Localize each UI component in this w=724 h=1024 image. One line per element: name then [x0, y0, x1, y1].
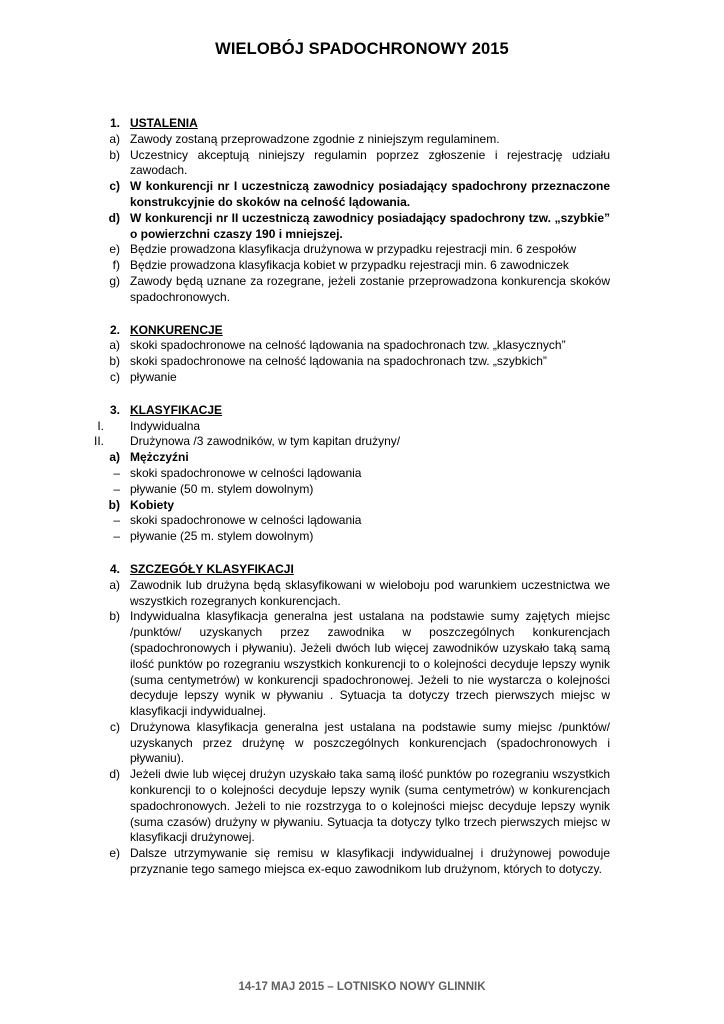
- list-item-text: Indywidualna klasyfikacja generalna jest ustalana na podstawie sumy zajętych miejsc /punktów/ uzyskanych przez zawodnika w poszczególnych konkurencjach (spadochronowych i pływaniu). Jeżeli dwóch lub więcej zawodników uzyskało taką samą ilość punktów po rozegraniu wszystkich konkurencji to o kolejności decyduje lepszy wynik (suma centymetrów) w konkurencji spadochronowej. Jeżeli to nie wystarcza o kolejności decyduje lepszy wynik w pływaniu . Sytuacja ta dotyczy trzech pierwszych miejsc w klasyfikacji indywidualnej.: [130, 609, 610, 719]
- list-item-text: Drużynowa klasyfikacja generalna jest ustalana na podstawie sumy miejsc /punktów/ uzyskanych przez drużynę w poszczególnych konkurencjach (spadochronowych i pływaniu).: [130, 719, 610, 766]
- list-item: [0, 148, 724, 180]
- list-item: [0, 132, 724, 148]
- section-spacer: [0, 306, 724, 323]
- list-item: [0, 211, 724, 243]
- list-item: [0, 609, 724, 720]
- list-item-label: –: [113, 481, 120, 496]
- list-item-text: Zawodnik lub drużyna będą sklasyfikowani w wieloboju pod warunkiem uczestnictwa we wszystkich rozegranych konkurencjach.: [130, 577, 610, 608]
- section-spacer: [0, 386, 724, 403]
- list-item-label: c): [109, 179, 120, 194]
- list-item-text: W konkurencji nr II uczestniczą zawodnicy posiadający spadochrony tzw. „szybkie” o powierzchni czaszy 190 i mniejszej.: [130, 210, 610, 241]
- list-item-label: a): [109, 577, 120, 592]
- list-item: [0, 274, 724, 306]
- section-heading: [0, 116, 724, 132]
- list-item: [0, 370, 724, 386]
- list-item-text: Drużynowa /3 zawodników, w tym kapitan drużyny/: [130, 434, 401, 449]
- list-item-label: e): [109, 242, 120, 257]
- list-item: [0, 258, 724, 274]
- list-item: [0, 179, 724, 211]
- section-heading: [0, 323, 724, 339]
- section-number: 1.: [109, 116, 120, 130]
- list-item-label: –: [113, 529, 120, 544]
- section-heading: [0, 562, 724, 578]
- section-title: KONKURENCJE: [130, 322, 223, 337]
- list-item-text: skoki spadochronowe w celności lądowania: [130, 465, 362, 480]
- section-heading: [0, 403, 724, 419]
- list-item-label: f): [112, 258, 120, 273]
- list-item-text: skoki spadochronowe w celności lądowania: [130, 513, 362, 528]
- list-item-label: c): [110, 719, 120, 734]
- list-item-text: Będzie prowadzona klasyfikacja kobiet w przypadku rejestracji min. 6 zawodniczek: [130, 258, 569, 273]
- list-item: [0, 720, 724, 767]
- list-item: [0, 354, 724, 370]
- list-item-label: –: [113, 465, 120, 480]
- page-footer: 14-17 MAJ 2015 – LOTNISKO NOWY GLINNIK: [238, 981, 486, 993]
- list-item-text: Zawody zostaną przeprowadzone zgodnie z niniejszym regulaminem.: [130, 131, 500, 146]
- list-item: [0, 450, 724, 466]
- list-item-label: a): [109, 338, 120, 353]
- list-item-text: Uczestnicy akceptują niniejszy regulamin poprzez zgłoszenie i rejestrację udziału zawodach.: [130, 147, 610, 178]
- list-item-text: Jeżeli dwie lub więcej drużyn uzyskało taka samą ilość punktów po rozegraniu wszystkich konkurencji to o kolejności decyduje lepszy wynik (suma centymetrów) w konkurencjach spadochronowych. Jeżeli to nie rozstrzyga to o kolejności miejsc decyduje lepszy wynik (suma czasów) drużyny w pływaniu. Sytuacja ta dotyczy tylko trzech pierwszych miejsc w klasyfikacji drużynowej.: [130, 767, 610, 845]
- list-item: [0, 513, 724, 529]
- list-item-label: d): [109, 767, 120, 782]
- list-item: [0, 529, 724, 545]
- list-item: [0, 434, 724, 450]
- list-item: [0, 846, 724, 878]
- list-item-text: skoki spadochronowe na celność lądowania na spadochronach tzw. „szybkich”: [130, 354, 547, 369]
- list-item: [0, 338, 724, 354]
- list-item: [0, 767, 724, 846]
- list-item-text: Zawody będą uznane za rozegrane, jeżeli zostanie przeprowadzona konkurencja skoków spadochronowych.: [130, 273, 610, 304]
- list-item-text: pływanie (25 m. stylem dowolnym): [130, 529, 314, 544]
- list-item-label: b): [109, 609, 120, 624]
- list-item: [0, 498, 724, 514]
- list-item-text: Kobiety: [130, 497, 175, 512]
- document-title: WIELOBÓJ SPADOCHRONOWY 2015: [215, 40, 509, 58]
- list-item-label: d): [108, 210, 120, 225]
- list-item-text: W konkurencji nr I uczestniczą zawodnicy posiadający spadochrony przeznaczone konstrukcyjnie do skoków na celność lądowania.: [130, 179, 610, 209]
- list-item-text: Będzie prowadzona klasyfikacja drużynowa w przypadku rejestracji min. 6 zespołów: [130, 242, 577, 257]
- section-title: SZCZEGÓŁY KLASYFIKACJI: [130, 561, 294, 576]
- section-number: 4.: [109, 561, 120, 576]
- list-item: [0, 419, 724, 435]
- list-item-label: b): [109, 147, 120, 162]
- list-item-label: c): [110, 369, 120, 384]
- section-title: USTALENIA: [130, 116, 198, 130]
- list-item: [0, 578, 724, 610]
- section-title: KLASYFIKACJE: [130, 402, 223, 417]
- regulations-body: [0, 116, 724, 878]
- list-item-label: a): [109, 131, 120, 146]
- list-item-text: Dalsze utrzymywanie się remisu w klasyfikacji indywidualnej i drużynowej powoduje przyznanie tego samego miejsca ex-equo zawodnikom lub drużynom, których to dotyczy.: [130, 846, 610, 877]
- list-item-text: pływanie: [130, 369, 177, 384]
- list-item-text: pływanie (50 m. stylem dowolnym): [130, 481, 314, 496]
- list-item-label: b): [108, 497, 120, 512]
- list-item-label: e): [109, 846, 120, 861]
- list-item-text: Indywidualna: [130, 418, 201, 433]
- list-item-label: a): [109, 450, 120, 465]
- list-item-label: g): [109, 273, 120, 288]
- list-item-label: I.: [97, 418, 104, 433]
- list-item-text: Mężczyźni: [130, 450, 189, 465]
- list-item-label: II.: [93, 434, 104, 449]
- section-spacer: [0, 545, 724, 562]
- list-item: [0, 242, 724, 258]
- list-item-label: b): [109, 354, 120, 369]
- list-item: [0, 482, 724, 498]
- section-number: 2.: [109, 322, 120, 337]
- list-item-label: –: [113, 513, 120, 528]
- list-item-text: skoki spadochronowe na celność lądowania na spadochronach tzw. „klasycznych”: [130, 338, 566, 353]
- list-item: [0, 466, 724, 482]
- section-number: 3.: [109, 402, 120, 417]
